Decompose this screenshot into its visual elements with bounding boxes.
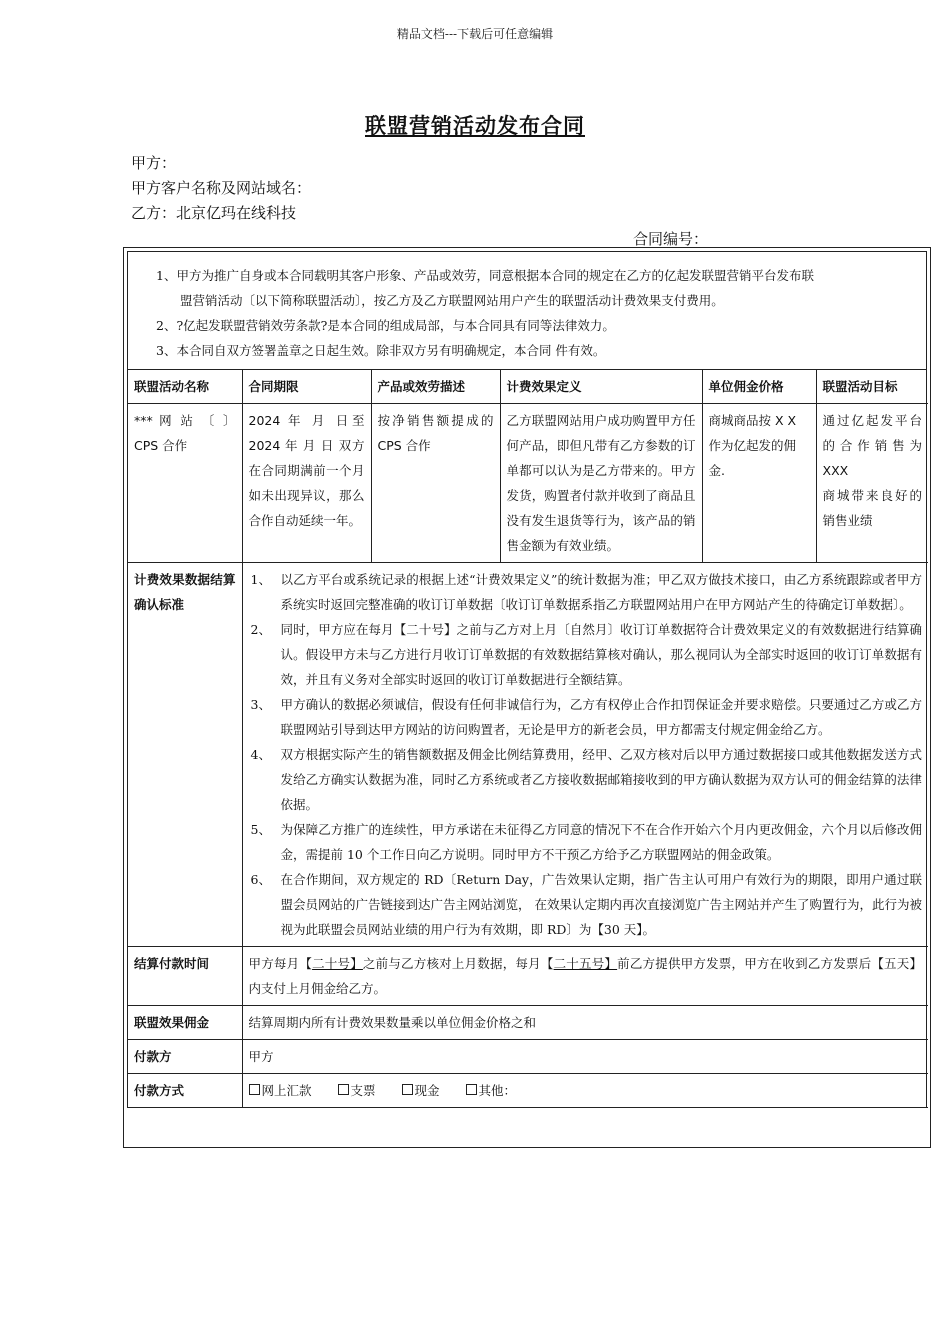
option-online-transfer[interactable]: 网上汇款 bbox=[249, 1078, 312, 1103]
settlement-item: 5、 为保障乙方推广的连续性，甲方承诺在未征得乙方同意的情况下不在合作开始六个月内更改佣金，六个月以后修改佣金，需提前 10 个工作日向乙方说明。同时甲方不干预乙方给予乙方联盟网站的佣金政策。 bbox=[250, 822, 922, 862]
activity-period: 2024 年 月 日至 2024 年 月 日 双方在合同期满前一个月如未出现异议，那么合作自动延续一年。 bbox=[242, 404, 371, 563]
header-note: 精品文档---下载后可任意编辑 bbox=[396, 27, 554, 41]
activity-product: 按净销售额提成的 CPS 合作 bbox=[371, 404, 500, 563]
payment-method-row bbox=[128, 1074, 928, 1108]
activity-row bbox=[128, 404, 928, 563]
activity-definition: 乙方联盟网站用户成功购置甲方任何产品，即但凡带有乙方参数的订单都可以认为是乙方带来的。甲方发货，购置者付款并收到了商品且没有发生退货等行为，该产品的销售金额为有效业绩。 bbox=[500, 404, 702, 563]
checkbox-icon[interactable] bbox=[249, 1084, 260, 1095]
payer-label: 付款方 bbox=[128, 1040, 242, 1074]
terms-table bbox=[128, 370, 928, 1108]
settlement-row bbox=[128, 563, 928, 947]
settlement-content bbox=[242, 563, 928, 947]
header-unit-price: 单位佣金价格 bbox=[702, 370, 816, 404]
commission-value: 结算周期内所有计费效果数量乘以单位佣金价格之和 bbox=[242, 1006, 928, 1040]
payment-method-label: 付款方式 bbox=[128, 1074, 242, 1108]
header-contract-period: 合同期限 bbox=[242, 370, 371, 404]
header-activity-target: 联盟活动目标 bbox=[816, 370, 928, 404]
payment-time-row bbox=[128, 947, 928, 1006]
settlement-list bbox=[249, 567, 923, 942]
intro-section bbox=[128, 252, 926, 370]
document-title: 联盟营销活动发布合同 bbox=[365, 114, 585, 138]
activity-target-line-1: 通过亿起发平台的合作销售为 XXX bbox=[822, 413, 922, 478]
header-product: 产品或效劳描述 bbox=[371, 370, 500, 404]
settlement-label: 计费效果数据结算确认标准 bbox=[128, 563, 242, 947]
intro-clause-3: 3、本合同自双方签署盖章之日起生效。除非双方另有明确规定，本合同 件有效。 bbox=[156, 343, 606, 358]
party-a: 甲方： bbox=[131, 154, 177, 172]
intro-clause-1: 1、甲方为推广自身或本合同载明其客户形象、产品或效劳，同意根据本合同的规定在乙方的亿起发联盟营销平台发布联 bbox=[156, 268, 814, 283]
party-b: 乙方：北京亿玛在线科技 bbox=[131, 204, 297, 222]
payment-time-label: 结算付款时间 bbox=[128, 947, 242, 1006]
option-other[interactable]: 其他： bbox=[466, 1078, 517, 1103]
party-a-site: 甲方客户名称及网站域名： bbox=[131, 179, 312, 197]
settlement-item: 2、 同时，甲方应在每月【二十号】之前与乙方对上月〔自然月〕收订订单数据符合计费效果定义的有效数据进行结算确认。假设甲方未与乙方进行月收订订单数据的有效数据结算核对确认，那么视同认为全部实时返回的收订订单数据有效，并且有义务对全部实时返回的收订订单数据进行全额结算。 bbox=[250, 622, 922, 687]
option-check[interactable]: 支票 bbox=[338, 1078, 376, 1103]
settlement-item: 3、 甲方确认的数据必须诚信，假设有任何非诚信行为，乙方有权停止合作扣罚保证金并要求赔偿。只要通过乙方或乙方联盟网站引导到达甲方网站的访问购置者，无论是甲方的新老会员，甲方都需支付规定佣金给乙方。 bbox=[250, 697, 922, 737]
checkbox-icon[interactable] bbox=[466, 1084, 477, 1095]
settlement-item: 6、 在合作期间，双方规定的 RD〔Return Day，广告效果认定期，指广告主认可用户有效行为的期限，即用户通过联盟会员网站的广告链接到达广告主网站浏览， 在效果认定期内再次直接浏览广告主网站并产生了购置行为，此行为被视为此联盟会员网站业绩的用户行为有效期，即 RD〕为【30 天】。 bbox=[250, 872, 922, 937]
commission-label: 联盟效果佣金 bbox=[128, 1006, 242, 1040]
checkbox-icon[interactable] bbox=[338, 1084, 349, 1095]
settlement-item: 4、 双方根据实际产生的销售额数据及佣金比例结算费用，经甲、乙双方核对后以甲方通过数据接口或其他数据发送方式发给乙方确实认数据为准，同时乙方系统或者乙方接收数据邮箱接收到的甲方确认数据为双方认可的佣金结算的法律依据。 bbox=[250, 747, 922, 812]
activity-price: 商城商品按 X X 作为亿起发的佣金. bbox=[702, 404, 816, 563]
payer-row bbox=[128, 1040, 928, 1074]
header-activity-name: 联盟活动名称 bbox=[128, 370, 242, 404]
table-header-row bbox=[128, 370, 928, 404]
activity-target-line-2: 商城带来良好的销售业绩 bbox=[822, 488, 922, 528]
payer-value: 甲方 bbox=[242, 1040, 928, 1074]
activity-target bbox=[816, 404, 928, 563]
header-billing-definition: 计费效果定义 bbox=[500, 370, 702, 404]
payment-method-options bbox=[242, 1074, 928, 1108]
payment-time-value: 甲方每月【二十号】之前与乙方核对上月数据，每月【二十五号】前乙方提供甲方发票，甲方在收到乙方发票后【五天】内支付上月佣金给乙方。 bbox=[242, 947, 928, 1006]
activity-name: *** 网 站 〔 〕CPS 合作 bbox=[128, 404, 242, 563]
checkbox-icon[interactable] bbox=[402, 1084, 413, 1095]
intro-clause-1-cont: 盟营销活动〔以下简称联盟活动〕，按乙方及乙方联盟网站用户产生的联盟活动计费效果支付费用。 bbox=[180, 293, 724, 308]
intro-clause-2: 2、?亿起发联盟营销效劳条款?是本合同的组成局部，与本合同具有同等法律效力。 bbox=[156, 318, 615, 333]
contract-table bbox=[127, 251, 927, 1108]
contract-number: 合同编号： bbox=[633, 230, 709, 248]
settlement-item: 1、 以乙方平台或系统记录的根据上述“计费效果定义”的统计数据为准；甲乙双方做技术接口，由乙方系统跟踪或者甲方系统实时返回完整准确的收订订单数据〔收订订单数据系指乙方联盟网站用户在甲方网站产生的待确定订单数据〕。 bbox=[250, 572, 922, 612]
option-cash[interactable]: 现金 bbox=[402, 1078, 440, 1103]
commission-row bbox=[128, 1006, 928, 1040]
